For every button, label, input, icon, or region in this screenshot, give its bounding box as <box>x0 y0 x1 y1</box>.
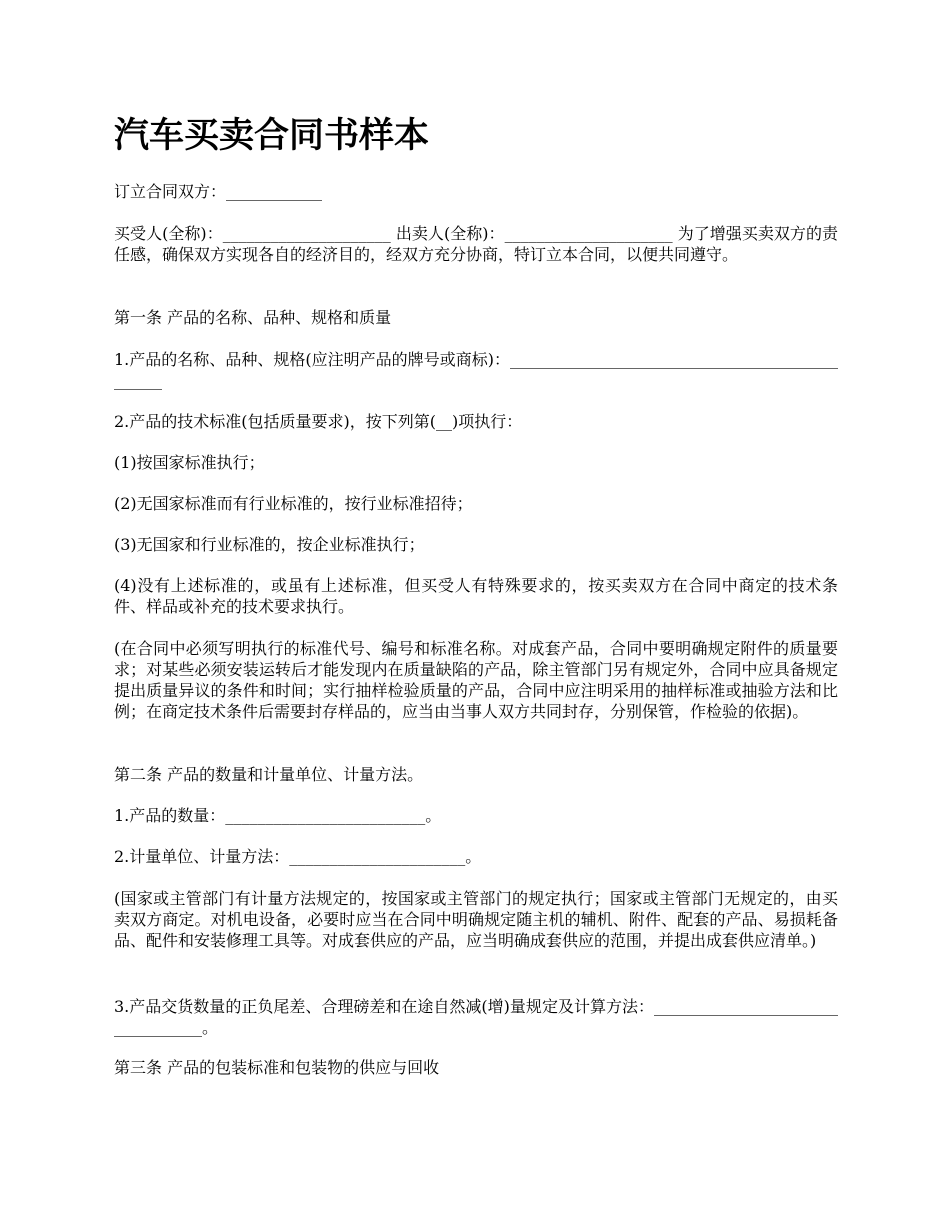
article-1-item-2: 2.产品的技术标准(包括质量要求)，按下列第(__)项执行： <box>114 412 523 431</box>
article-2-item-3: 3.产品交货数量的正负尾差、合理磅差和在途自然减(增)量规定及计算方法：__________________________________。 <box>114 997 838 1037</box>
measurement-note-paragraph: (国家或主管部门有计量方法规定的，按国家或主管部门的规定执行；国家或主管部门无规定的，由买卖双方商定。对机电设备，必要时应当在合同中明确规定随主机的辅机、附件、配套的产品、易损耗备品、配件和安装修理工具等。对成套供应的产品，应当明确成套供应的范围，并提出成套供应清单。) <box>114 889 838 950</box>
standard-option-2: (2)无国家标准而有行业标准的，按行业标准招待； <box>114 494 473 513</box>
standard-option-3: (3)无国家和行业标准的，按企业标准执行； <box>114 535 425 554</box>
contract-parties-line: 订立合同双方：____________ <box>114 182 323 201</box>
article-2-item-2: 2.计量单位、计量方法：______________________。 <box>114 847 482 866</box>
article-1-heading: 第一条 产品的名称、品种、规格和质量 <box>114 308 392 327</box>
article-2-heading: 第二条 产品的数量和计量单位、计量方法。 <box>114 765 424 784</box>
document-title: 汽车买卖合同书样本 <box>114 115 430 156</box>
buyer-seller-paragraph: 买受人(全称)：_____________________ 出卖人(全称)：_____________________ 为了增强买卖双方的责任感，确保双方实现各自的经济目的，经双方充分协商，特订立本合同，以便共同遵守。 <box>114 224 838 264</box>
article-3-heading: 第三条 产品的包装标准和包装物的供应与回收 <box>114 1058 440 1077</box>
article-2-item-1: 1.产品的数量：_________________________。 <box>114 806 442 825</box>
standard-note-paragraph: (在合同中必须写明执行的标准代号、编号和标准名称。对成套产品，合同中要明确规定附件的质量要求；对某些必须安装运转后才能发现内在质量缺陷的产品，除主管部门另有规定外，合同中应具备规定提出质量异议的条件和时间；实行抽样检验质量的产品，合同中应注明采用的抽样标准或抽验方法和比例；在商定技术条件后需要封存样品的，应当由当事人双方共同封存，分别保管，作检验的依据)。 <box>114 639 838 721</box>
article-1-item-1: 1.产品的名称、品种、规格(应注明产品的牌号或商标)：_______________________________________________ <box>114 350 838 390</box>
standard-option-4: (4)没有上述标准的，或虽有上述标准，但买受人有特殊要求的，按买卖双方在合同中商定的技术条件、样品或补充的技术要求执行。 <box>114 576 838 616</box>
standard-option-1: (1)按国家标准执行； <box>114 453 265 472</box>
